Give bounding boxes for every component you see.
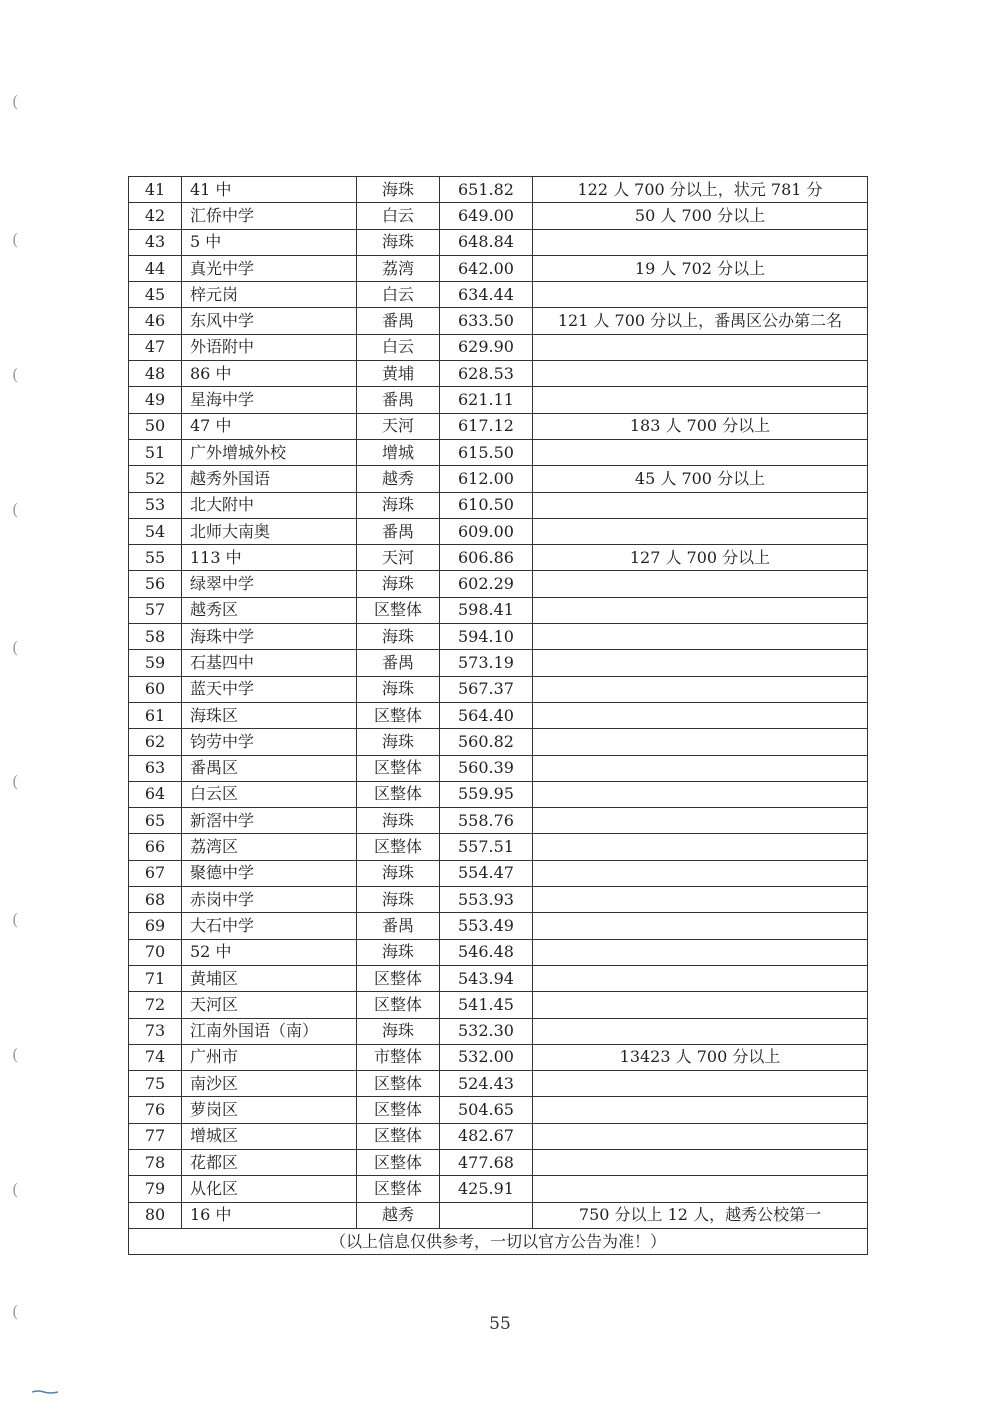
remark (533, 1123, 868, 1149)
average-score: 629.90 (440, 334, 533, 360)
average-score: 558.76 (440, 808, 533, 834)
average-score: 559.95 (440, 781, 533, 807)
average-score: 504.65 (440, 1097, 533, 1123)
remark (533, 1018, 868, 1044)
remark: 127 人 700 分以上 (533, 545, 868, 571)
table-row (129, 334, 868, 360)
remark: 750 分以上 12 人，越秀公校第一 (533, 1202, 868, 1228)
district: 番禺 (357, 387, 440, 413)
row-number: 71 (129, 965, 182, 991)
average-score: 560.82 (440, 729, 533, 755)
district: 海珠 (357, 229, 440, 255)
table-row (129, 939, 868, 965)
school-name: 增城区 (182, 1123, 357, 1149)
district: 区整体 (357, 1149, 440, 1175)
row-number: 63 (129, 755, 182, 781)
remark (533, 1176, 868, 1202)
school-name: 荔湾区 (182, 834, 357, 860)
footnote-row (129, 1228, 868, 1254)
average-score: 610.50 (440, 492, 533, 518)
row-number: 79 (129, 1176, 182, 1202)
row-number: 41 (129, 177, 182, 203)
school-name: 花都区 (182, 1149, 357, 1175)
table-row (129, 781, 868, 807)
remark (533, 808, 868, 834)
average-score: 621.11 (440, 387, 533, 413)
table-row (129, 545, 868, 571)
remark: 121 人 700 分以上，番禺区公办第二名 (533, 308, 868, 334)
remark (533, 571, 868, 597)
school-name: 86 中 (182, 361, 357, 387)
disclaimer-note: （以上信息仅供参考，一切以官方公告为准！） (129, 1228, 868, 1254)
average-score: 560.39 (440, 755, 533, 781)
remark: 122 人 700 分以上，状元 781 分 (533, 177, 868, 203)
average-score: 532.30 (440, 1018, 533, 1044)
table-row (129, 282, 868, 308)
school-name: 南沙区 (182, 1071, 357, 1097)
remark: 13423 人 700 分以上 (533, 1044, 868, 1070)
school-name: 北师大南奥 (182, 518, 357, 544)
table-row (129, 965, 868, 991)
district: 海珠 (357, 676, 440, 702)
district: 天河 (357, 413, 440, 439)
table-row (129, 860, 868, 886)
punch-mark: ( (12, 230, 19, 249)
table-row (129, 913, 868, 939)
average-score: 642.00 (440, 255, 533, 281)
school-name: 5 中 (182, 229, 357, 255)
row-number: 48 (129, 361, 182, 387)
row-number: 47 (129, 334, 182, 360)
remark (533, 939, 868, 965)
average-score: 554.47 (440, 860, 533, 886)
table-row (129, 1018, 868, 1044)
school-name: 聚德中学 (182, 860, 357, 886)
remark (533, 439, 868, 465)
average-score: 532.00 (440, 1044, 533, 1070)
average-score: 606.86 (440, 545, 533, 571)
row-number: 45 (129, 282, 182, 308)
table-row (129, 887, 868, 913)
table-row (129, 229, 868, 255)
district: 海珠 (357, 177, 440, 203)
table-row (129, 571, 868, 597)
table-row (129, 387, 868, 413)
punch-mark: ( (12, 92, 19, 111)
remark: 50 人 700 分以上 (533, 203, 868, 229)
district: 海珠 (357, 729, 440, 755)
row-number: 78 (129, 1149, 182, 1175)
school-name: 萝岗区 (182, 1097, 357, 1123)
district: 荔湾 (357, 255, 440, 281)
school-name: 绿翠中学 (182, 571, 357, 597)
row-number: 75 (129, 1071, 182, 1097)
table-row (129, 624, 868, 650)
school-name: 海珠中学 (182, 624, 357, 650)
remark (533, 492, 868, 518)
school-name: 番禺区 (182, 755, 357, 781)
average-score: 634.44 (440, 282, 533, 308)
school-name: 白云区 (182, 781, 357, 807)
district: 番禺 (357, 913, 440, 939)
school-name: 41 中 (182, 177, 357, 203)
remark (533, 1071, 868, 1097)
remark (533, 624, 868, 650)
row-number: 62 (129, 729, 182, 755)
average-score: 594.10 (440, 624, 533, 650)
table-row (129, 255, 868, 281)
average-score: 649.00 (440, 203, 533, 229)
row-number: 65 (129, 808, 182, 834)
school-name: 广州市 (182, 1044, 357, 1070)
punch-mark: ( (12, 772, 19, 791)
row-number: 74 (129, 1044, 182, 1070)
average-score: 573.19 (440, 650, 533, 676)
district: 区整体 (357, 1123, 440, 1149)
scan-mark (32, 1390, 58, 1394)
remark (533, 650, 868, 676)
remark (533, 860, 868, 886)
remark (533, 361, 868, 387)
table-row (129, 361, 868, 387)
school-name: 星海中学 (182, 387, 357, 413)
row-number: 43 (129, 229, 182, 255)
district: 海珠 (357, 887, 440, 913)
table-row (129, 729, 868, 755)
row-number: 44 (129, 255, 182, 281)
district: 区整体 (357, 781, 440, 807)
school-name: 47 中 (182, 413, 357, 439)
school-name: 钧劳中学 (182, 729, 357, 755)
average-score: 615.50 (440, 439, 533, 465)
school-name: 外语附中 (182, 334, 357, 360)
row-number: 64 (129, 781, 182, 807)
remark (533, 702, 868, 728)
table-row (129, 177, 868, 203)
row-number: 59 (129, 650, 182, 676)
district: 天河 (357, 545, 440, 571)
remark (533, 992, 868, 1018)
table-row (129, 413, 868, 439)
row-number: 53 (129, 492, 182, 518)
average-score: 567.37 (440, 676, 533, 702)
table-row (129, 755, 868, 781)
row-number: 67 (129, 860, 182, 886)
average-score: 557.51 (440, 834, 533, 860)
school-name: 新滘中学 (182, 808, 357, 834)
average-score: 612.00 (440, 466, 533, 492)
page-number: 55 (489, 1314, 511, 1334)
row-number: 69 (129, 913, 182, 939)
school-name: 黄埔区 (182, 965, 357, 991)
district: 增城 (357, 439, 440, 465)
punch-mark: ( (12, 365, 19, 384)
remark (533, 1149, 868, 1175)
average-score: 633.50 (440, 308, 533, 334)
school-name: 越秀外国语 (182, 466, 357, 492)
school-name: 从化区 (182, 1176, 357, 1202)
remark (533, 597, 868, 623)
district: 区整体 (357, 597, 440, 623)
punch-mark: ( (12, 638, 19, 657)
remark (533, 282, 868, 308)
district: 区整体 (357, 1071, 440, 1097)
remark (533, 229, 868, 255)
school-name: 石基四中 (182, 650, 357, 676)
remark (533, 1097, 868, 1123)
district: 白云 (357, 203, 440, 229)
remark (533, 755, 868, 781)
row-number: 55 (129, 545, 182, 571)
punch-mark: ( (12, 910, 19, 929)
district: 区整体 (357, 755, 440, 781)
school-name: 梓元岗 (182, 282, 357, 308)
district: 海珠 (357, 492, 440, 518)
row-number: 66 (129, 834, 182, 860)
remark (533, 781, 868, 807)
table-row (129, 1149, 868, 1175)
district: 区整体 (357, 834, 440, 860)
average-score: 609.00 (440, 518, 533, 544)
district: 海珠 (357, 939, 440, 965)
school-name: 真光中学 (182, 255, 357, 281)
average-score: 477.68 (440, 1149, 533, 1175)
row-number: 50 (129, 413, 182, 439)
school-name: 广外增城外校 (182, 439, 357, 465)
remark: 19 人 702 分以上 (533, 255, 868, 281)
table-row (129, 1176, 868, 1202)
remark (533, 887, 868, 913)
district: 番禺 (357, 518, 440, 544)
school-name: 大石中学 (182, 913, 357, 939)
table-row (129, 439, 868, 465)
school-name: 北大附中 (182, 492, 357, 518)
table-row (129, 466, 868, 492)
remark (533, 334, 868, 360)
district: 海珠 (357, 808, 440, 834)
remark (533, 913, 868, 939)
table-row (129, 1044, 868, 1070)
row-number: 49 (129, 387, 182, 413)
table-row (129, 808, 868, 834)
row-number: 54 (129, 518, 182, 544)
row-number: 70 (129, 939, 182, 965)
average-score (440, 1202, 533, 1228)
row-number: 80 (129, 1202, 182, 1228)
table-row (129, 650, 868, 676)
school-name: 天河区 (182, 992, 357, 1018)
row-number: 76 (129, 1097, 182, 1123)
remark (533, 834, 868, 860)
row-number: 72 (129, 992, 182, 1018)
school-name: 海珠区 (182, 702, 357, 728)
row-number: 46 (129, 308, 182, 334)
average-score: 651.82 (440, 177, 533, 203)
district: 越秀 (357, 466, 440, 492)
average-score: 524.43 (440, 1071, 533, 1097)
remark (533, 729, 868, 755)
school-name: 江南外国语（南） (182, 1018, 357, 1044)
school-name: 16 中 (182, 1202, 357, 1228)
remark (533, 387, 868, 413)
district: 区整体 (357, 1176, 440, 1202)
average-score: 628.53 (440, 361, 533, 387)
school-name: 越秀区 (182, 597, 357, 623)
district: 海珠 (357, 571, 440, 597)
table-row (129, 702, 868, 728)
table-row (129, 1097, 868, 1123)
district: 区整体 (357, 965, 440, 991)
school-name: 52 中 (182, 939, 357, 965)
row-number: 42 (129, 203, 182, 229)
district: 区整体 (357, 992, 440, 1018)
average-score: 617.12 (440, 413, 533, 439)
table-row (129, 1202, 868, 1228)
district: 市整体 (357, 1044, 440, 1070)
district: 海珠 (357, 860, 440, 886)
school-name: 东风中学 (182, 308, 357, 334)
district: 白云 (357, 334, 440, 360)
school-name: 蓝天中学 (182, 676, 357, 702)
table-row (129, 834, 868, 860)
district: 海珠 (357, 1018, 440, 1044)
district: 番禺 (357, 650, 440, 676)
district: 黄埔 (357, 361, 440, 387)
average-score: 553.49 (440, 913, 533, 939)
row-number: 61 (129, 702, 182, 728)
average-score: 543.94 (440, 965, 533, 991)
row-number: 58 (129, 624, 182, 650)
score-table-body (129, 177, 868, 1229)
district: 区整体 (357, 702, 440, 728)
average-score: 598.41 (440, 597, 533, 623)
average-score: 482.67 (440, 1123, 533, 1149)
school-score-table (128, 176, 868, 1255)
row-number: 52 (129, 466, 182, 492)
remark (533, 965, 868, 991)
average-score: 553.93 (440, 887, 533, 913)
punch-mark: ( (12, 500, 19, 519)
district: 海珠 (357, 624, 440, 650)
punch-mark: ( (12, 1302, 19, 1321)
row-number: 77 (129, 1123, 182, 1149)
school-name: 113 中 (182, 545, 357, 571)
table-row (129, 518, 868, 544)
average-score: 425.91 (440, 1176, 533, 1202)
school-name: 赤岗中学 (182, 887, 357, 913)
table-row (129, 1071, 868, 1097)
table-row (129, 203, 868, 229)
average-score: 564.40 (440, 702, 533, 728)
table-row (129, 1123, 868, 1149)
punch-mark: ( (12, 1180, 19, 1199)
table-row (129, 597, 868, 623)
row-number: 56 (129, 571, 182, 597)
table-row (129, 492, 868, 518)
average-score: 546.48 (440, 939, 533, 965)
remark: 183 人 700 分以上 (533, 413, 868, 439)
average-score: 602.29 (440, 571, 533, 597)
punch-mark: ( (12, 1045, 19, 1064)
district: 番禺 (357, 308, 440, 334)
district: 区整体 (357, 1097, 440, 1123)
row-number: 60 (129, 676, 182, 702)
district: 白云 (357, 282, 440, 308)
row-number: 51 (129, 439, 182, 465)
average-score: 541.45 (440, 992, 533, 1018)
average-score: 648.84 (440, 229, 533, 255)
district: 越秀 (357, 1202, 440, 1228)
row-number: 73 (129, 1018, 182, 1044)
row-number: 57 (129, 597, 182, 623)
school-name: 汇侨中学 (182, 203, 357, 229)
remark: 45 人 700 分以上 (533, 466, 868, 492)
table-row (129, 992, 868, 1018)
remark (533, 518, 868, 544)
remark (533, 676, 868, 702)
row-number: 68 (129, 887, 182, 913)
table-row (129, 676, 868, 702)
table-row (129, 308, 868, 334)
